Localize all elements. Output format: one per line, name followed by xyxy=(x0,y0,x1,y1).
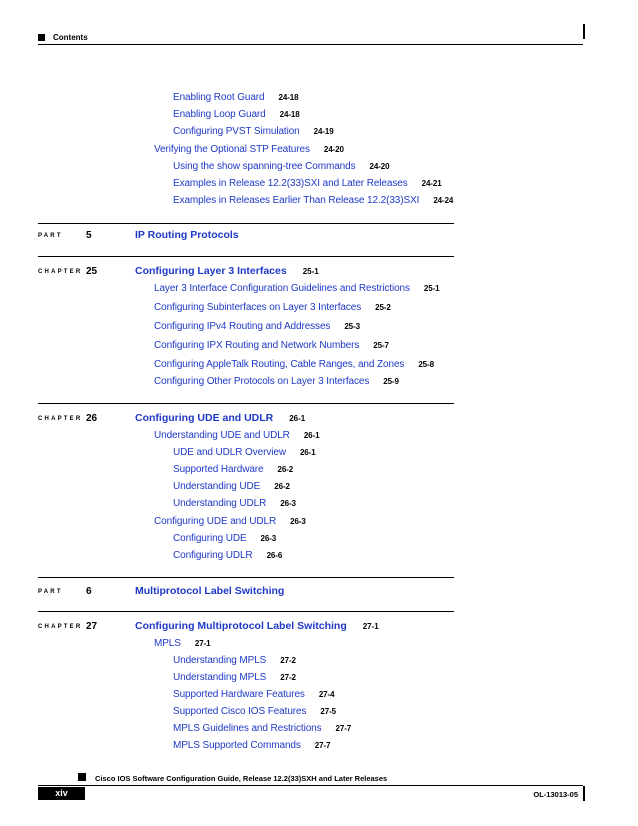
toc-entry[interactable] xyxy=(154,516,306,528)
chapter-label: CHAPTER xyxy=(38,624,83,630)
toc-entry-page: 24-18 xyxy=(278,93,299,102)
footer-page-number: xiv xyxy=(38,787,85,800)
toc-entry-page: 27-1 xyxy=(194,639,211,648)
chapter-title[interactable] xyxy=(135,620,379,633)
toc-entry-title[interactable]: Understanding UDE xyxy=(173,481,261,492)
footer-marker xyxy=(78,773,86,781)
chapter-title-text[interactable]: Configuring Layer 3 Interfaces xyxy=(135,265,287,277)
toc-entry-page: 27-2 xyxy=(280,673,296,682)
toc-entry-title[interactable]: Configuring UDLR xyxy=(173,550,253,561)
toc-entry-title[interactable]: Understanding UDE and UDLR xyxy=(154,430,290,441)
toc-entry-page: 26-1 xyxy=(299,448,316,457)
toc-entry[interactable] xyxy=(154,302,391,314)
toc-entry[interactable] xyxy=(173,706,336,718)
toc-entry-page: 27-5 xyxy=(320,707,337,716)
toc-entry-page: 25-8 xyxy=(418,360,434,369)
chapter-number: 27 xyxy=(86,621,98,632)
chapter-rule xyxy=(38,403,454,404)
footer-doc-number: OL-13013-05 xyxy=(533,790,578,799)
toc-entry-title[interactable]: Enabling Loop Guard xyxy=(173,109,266,120)
part-title-text[interactable]: Multiprotocol Label Switching xyxy=(135,585,285,597)
toc-entry-title[interactable]: Understanding UDLR xyxy=(173,498,267,509)
toc-entry-page: 26-3 xyxy=(260,534,277,543)
toc-entry-title[interactable]: Configuring Subinterfaces on Layer 3 Interfaces xyxy=(154,302,362,313)
toc-entry-page: 24-20 xyxy=(323,145,344,154)
toc-entry-title[interactable]: Configuring UDE and UDLR xyxy=(154,516,277,527)
toc-entry-page: 25-2 xyxy=(375,303,391,312)
toc-entry[interactable] xyxy=(173,672,296,684)
toc-entry-page: 24-18 xyxy=(279,110,300,119)
toc-entry-title[interactable]: Configuring PVST Simulation xyxy=(173,126,300,137)
toc-entry[interactable] xyxy=(173,447,316,459)
toc-entry-page: 27-7 xyxy=(314,741,331,750)
toc-entry-title[interactable]: Configuring UDE xyxy=(173,533,247,544)
chapter-number: 25 xyxy=(86,266,98,277)
toc-entry[interactable] xyxy=(173,655,296,667)
toc-entry[interactable] xyxy=(173,481,290,493)
toc-entry[interactable] xyxy=(154,283,440,295)
toc-entry[interactable] xyxy=(154,321,360,333)
toc-entry-title[interactable]: UDE and UDLR Overview xyxy=(173,447,286,458)
toc-entry[interactable] xyxy=(154,144,344,156)
toc-entry-page: 25-7 xyxy=(373,341,389,350)
toc-entry-title[interactable]: MPLS xyxy=(154,638,181,649)
toc-entry-title[interactable]: Enabling Root Guard xyxy=(173,92,265,103)
toc-entry[interactable] xyxy=(173,689,334,701)
part-label: PART xyxy=(38,589,63,595)
toc-entry-title[interactable]: Verifying the Optional STP Features xyxy=(154,144,310,155)
toc-entry[interactable] xyxy=(173,464,293,476)
toc-entry-title[interactable]: Examples in Release 12.2(33)SXI and Later Releases xyxy=(173,178,408,189)
toc-entry[interactable] xyxy=(173,533,276,545)
toc-entry-title[interactable]: Supported Hardware xyxy=(173,464,264,475)
toc-entry[interactable] xyxy=(173,740,330,752)
toc-entry-title[interactable]: Examples in Releases Earlier Than Release 12.2(33)SXI xyxy=(173,195,420,206)
toc-entry-page: 24-21 xyxy=(421,179,442,188)
chapter-rule xyxy=(38,256,454,257)
chapter-page: 25-1 xyxy=(302,267,319,276)
toc-entry-title[interactable]: Understanding MPLS xyxy=(173,655,267,666)
toc-entry[interactable] xyxy=(154,359,434,371)
toc-entry[interactable] xyxy=(173,178,442,190)
part-label: PART xyxy=(38,233,63,239)
footer-edge-bar xyxy=(583,786,585,801)
toc-entry[interactable] xyxy=(173,109,300,121)
toc-entry-page: 26-3 xyxy=(280,499,296,508)
chapter-label: CHAPTER xyxy=(38,269,83,275)
chapter-page: 26-1 xyxy=(289,414,306,423)
toc-entry-title[interactable]: Configuring IPv4 Routing and Addresses xyxy=(154,321,331,332)
toc-entry-page: 26-1 xyxy=(303,431,320,440)
toc-entry-page: 24-20 xyxy=(369,162,390,171)
toc-entry-title[interactable]: Configuring Other Protocols on Layer 3 Interfaces xyxy=(154,376,370,387)
part-number: 6 xyxy=(86,586,92,597)
toc-entry[interactable] xyxy=(173,195,453,207)
toc-entry-title[interactable]: Supported Cisco IOS Features xyxy=(173,706,307,717)
toc-entry[interactable] xyxy=(154,340,389,352)
chapter-page: 27-1 xyxy=(362,622,379,631)
part-title-text[interactable]: IP Routing Protocols xyxy=(135,229,239,241)
toc-entry-page: 26-2 xyxy=(274,482,290,491)
toc-entry[interactable] xyxy=(173,723,351,735)
chapter-label: CHAPTER xyxy=(38,416,83,422)
chapter-title[interactable] xyxy=(135,265,319,278)
toc-entry-page: 27-4 xyxy=(318,690,335,699)
header-marker xyxy=(38,34,45,41)
footer-book-title: Cisco IOS Software Configuration Guide, Release 12.2(33)SXH and Later Releases xyxy=(95,774,388,783)
toc-entry-page: 24-24 xyxy=(433,196,454,205)
toc-entry-page: 27-2 xyxy=(280,656,296,665)
toc-entry[interactable] xyxy=(173,92,298,104)
header-edge-bar xyxy=(583,24,585,39)
toc-entry-page: 27-7 xyxy=(335,724,352,733)
chapter-rule xyxy=(38,611,454,612)
toc-entry-title[interactable]: Using the show spanning-tree Commands xyxy=(173,161,356,172)
toc-entry-page: 25-1 xyxy=(423,284,440,293)
toc-entry[interactable] xyxy=(173,498,296,510)
header-section-label: Contents xyxy=(53,33,88,42)
footer-rule xyxy=(38,785,583,786)
toc-entry[interactable] xyxy=(154,638,210,650)
toc-entry[interactable] xyxy=(173,161,389,173)
toc-entry-title[interactable]: MPLS Supported Commands xyxy=(173,740,301,751)
part-title[interactable] xyxy=(135,585,284,598)
chapter-number: 26 xyxy=(86,413,98,424)
toc-entry-title[interactable]: Configuring AppleTalk Routing, Cable Ranges, and Zones xyxy=(154,359,405,370)
chapter-title-text[interactable]: Configuring Multiprotocol Label Switching xyxy=(135,620,347,632)
header-rule xyxy=(38,44,583,45)
toc-entry-page: 24-19 xyxy=(313,127,334,136)
toc-entry-title[interactable]: Understanding MPLS xyxy=(173,672,267,683)
chapter-title[interactable] xyxy=(135,412,305,425)
toc-entry-page: 25-3 xyxy=(344,322,360,331)
part-title[interactable] xyxy=(135,229,239,242)
toc-entry-title[interactable]: Configuring IPX Routing and Network Numbers xyxy=(154,340,360,351)
toc-entry-page: 26-2 xyxy=(277,465,294,474)
toc-entry-title[interactable]: MPLS Guidelines and Restrictions xyxy=(173,723,322,734)
toc-entry-page: 25-9 xyxy=(383,377,399,386)
toc-entry[interactable] xyxy=(173,550,282,562)
toc-entry-title[interactable]: Layer 3 Interface Configuration Guidelines and Restrictions xyxy=(154,283,410,294)
toc-entry-page: 26-6 xyxy=(266,551,283,560)
toc-entry-title[interactable]: Supported Hardware Features xyxy=(173,689,305,700)
part-rule xyxy=(38,223,454,224)
part-number: 5 xyxy=(86,230,92,241)
toc-entry[interactable] xyxy=(154,376,399,388)
toc-entry[interactable] xyxy=(173,126,334,138)
toc-entry-page: 26-3 xyxy=(290,517,306,526)
part-rule xyxy=(38,577,454,578)
chapter-title-text[interactable]: Configuring UDE and UDLR xyxy=(135,412,274,424)
toc-entry[interactable] xyxy=(154,430,319,442)
